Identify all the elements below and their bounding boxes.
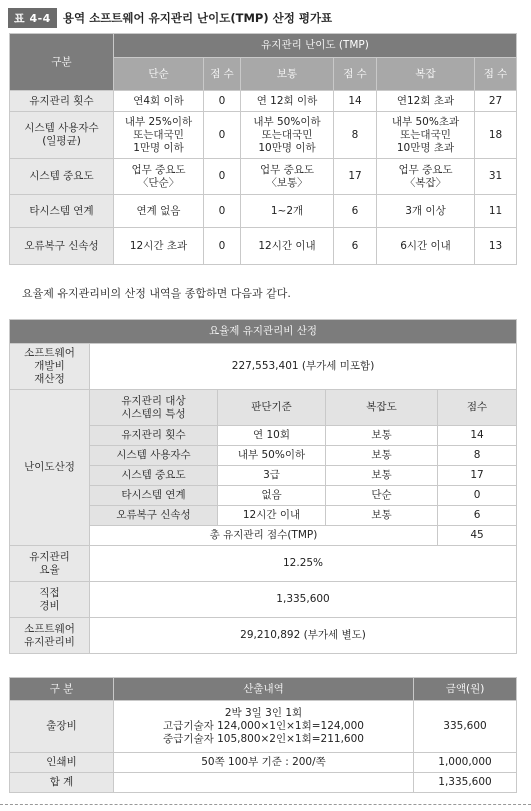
header-amount: 금액(원) xyxy=(414,678,517,701)
table-row xyxy=(10,773,517,793)
maint-cost-label: 소프트웨어 유지관리비 xyxy=(10,618,90,654)
cell-score: 11 xyxy=(475,195,517,228)
table-row xyxy=(10,159,517,195)
inner-trait: 유지관리 횟수 xyxy=(90,426,218,446)
rate-value: 12.25% xyxy=(90,546,517,582)
table-row xyxy=(10,701,517,753)
cell-normal: 업무 중요도 〈보통〉 xyxy=(241,159,334,195)
table-title: 용역 소프트웨어 유지관리 난이도(TMP) 산정 평가표 xyxy=(62,11,333,25)
row-label: 출장비 xyxy=(10,701,114,753)
cell-score: 14 xyxy=(334,91,377,112)
row-detail: 50쪽 100부 기준 : 200/쪽 xyxy=(114,753,414,773)
inner-header-trait: 유지관리 대상 시스템의 특성 xyxy=(90,390,218,426)
subheader-simple: 단순 xyxy=(114,58,204,91)
cell-score: 13 xyxy=(475,228,517,265)
cell-simple: 연계 없음 xyxy=(114,195,204,228)
inner-level: 보통 xyxy=(326,506,438,526)
header-detail: 산출내역 xyxy=(114,678,414,701)
summary-paragraph: 요율제 유지관리비의 산정 내역을 종합하면 다음과 같다. xyxy=(22,287,291,300)
inner-level: 보통 xyxy=(326,446,438,466)
table-caption xyxy=(8,8,332,28)
inner-score: 14 xyxy=(438,426,517,446)
header-tmp-group: 유지관리 난이도 (TMP) xyxy=(114,34,517,58)
inner-header-score: 점수 xyxy=(438,390,517,426)
inner-score: 6 xyxy=(438,506,517,526)
direct-cost-value: 1,335,600 xyxy=(90,582,517,618)
inner-trait: 타시스템 연계 xyxy=(90,486,218,506)
row-label: 유지관리 횟수 xyxy=(10,91,114,112)
inner-criteria: 연 10회 xyxy=(218,426,326,446)
cell-normal: 12시간 이내 xyxy=(241,228,334,265)
difficulty-label: 난이도산정 xyxy=(10,390,90,546)
inner-criteria: 3급 xyxy=(218,466,326,486)
header-gubun: 구 분 xyxy=(10,678,114,701)
row-label: 시스템 사용자수 (일평균) xyxy=(10,112,114,159)
inner-trait: 시스템 사용자수 xyxy=(90,446,218,466)
cell-complex: 업무 중요도 〈복잡〉 xyxy=(377,159,475,195)
inner-level: 단순 xyxy=(326,486,438,506)
cell-simple: 업무 중요도 〈단순〉 xyxy=(114,159,204,195)
table-row xyxy=(10,112,517,159)
cell-normal: 내부 50%이하 또는대국민 10만명 이하 xyxy=(241,112,334,159)
cell-score: 0 xyxy=(204,195,241,228)
row-label: 타시스템 연계 xyxy=(10,195,114,228)
row-label: 인쇄비 xyxy=(10,753,114,773)
dev-cost-label: 소프트웨어 개발비 재산정 xyxy=(10,344,90,390)
page-bottom-rule xyxy=(0,804,531,811)
table-row xyxy=(10,546,517,582)
cell-score: 17 xyxy=(334,159,377,195)
cell-complex: 내부 50%초과 또는대국민 10만명 초과 xyxy=(377,112,475,159)
cell-complex: 3개 이상 xyxy=(377,195,475,228)
table-row xyxy=(10,582,517,618)
row-detail: 2박 3일 3인 1회 고급기술자 124,000×1인×1회=124,000 중급기술자 105,800×2인×1회=211,600 xyxy=(114,701,414,753)
inner-score: 0 xyxy=(438,486,517,506)
maintenance-cost-table xyxy=(9,319,517,654)
cell-simple: 내부 25%이하 또는대국민 1만명 이하 xyxy=(114,112,204,159)
table-number-tag: 표 4-4 xyxy=(8,8,57,28)
cell-score: 0 xyxy=(204,91,241,112)
cell-score: 18 xyxy=(475,112,517,159)
inner-header-level: 복잡도 xyxy=(326,390,438,426)
row-label: 시스템 중요도 xyxy=(10,159,114,195)
inner-level: 보통 xyxy=(326,426,438,446)
inner-score: 17 xyxy=(438,466,517,486)
inner-header-criteria: 판단기준 xyxy=(218,390,326,426)
cell-score: 27 xyxy=(475,91,517,112)
table-row xyxy=(10,228,517,265)
row-label: 합 계 xyxy=(10,773,114,793)
cell-score: 31 xyxy=(475,159,517,195)
cell-score: 0 xyxy=(204,228,241,265)
tmp-evaluation-table xyxy=(9,33,517,265)
inner-score: 8 xyxy=(438,446,517,466)
inner-criteria: 12시간 이내 xyxy=(218,506,326,526)
table-row xyxy=(10,344,517,390)
rate-label: 유지관리 요율 xyxy=(10,546,90,582)
inner-level: 보통 xyxy=(326,466,438,486)
row-label: 오류복구 신속성 xyxy=(10,228,114,265)
cell-simple: 12시간 초과 xyxy=(114,228,204,265)
table-row xyxy=(10,618,517,654)
inner-trait: 시스템 중요도 xyxy=(90,466,218,486)
cell-score: 0 xyxy=(204,112,241,159)
inner-criteria: 없음 xyxy=(218,486,326,506)
row-detail xyxy=(114,773,414,793)
cell-score: 6 xyxy=(334,195,377,228)
cell-score: 0 xyxy=(204,159,241,195)
cell-score: 8 xyxy=(334,112,377,159)
maint-cost-value: 29,210,892 (부가세 별도) xyxy=(90,618,517,654)
inner-trait: 오류복구 신속성 xyxy=(90,506,218,526)
table2-title: 요율제 유지관리비 산정 xyxy=(10,320,517,344)
subheader-complex: 복잡 xyxy=(377,58,475,91)
inner-criteria: 내부 50%이하 xyxy=(218,446,326,466)
row-amount: 1,000,000 xyxy=(414,753,517,773)
row-amount: 335,600 xyxy=(414,701,517,753)
table-row xyxy=(10,91,517,112)
row-amount: 1,335,600 xyxy=(414,773,517,793)
cell-complex: 연12회 초과 xyxy=(377,91,475,112)
cell-complex: 6시간 이내 xyxy=(377,228,475,265)
table-row xyxy=(10,195,517,228)
tmp-total-label: 총 유지관리 점수(TMP) xyxy=(90,526,438,546)
subheader-normal: 보통 xyxy=(241,58,334,91)
subheader-score: 점 수 xyxy=(204,58,241,91)
direct-cost-label: 직접 경비 xyxy=(10,582,90,618)
cell-normal: 연 12회 이하 xyxy=(241,91,334,112)
subheader-score: 점 수 xyxy=(334,58,377,91)
subheader-score: 점 수 xyxy=(475,58,517,91)
cell-normal: 1~2개 xyxy=(241,195,334,228)
cell-score: 6 xyxy=(334,228,377,265)
tmp-total-value: 45 xyxy=(438,526,517,546)
dev-cost-value: 227,553,401 (부가세 미포함) xyxy=(90,344,517,390)
table-row xyxy=(10,753,517,773)
header-gubun: 구분 xyxy=(10,34,114,91)
direct-cost-breakdown-table xyxy=(9,677,517,793)
cell-simple: 연4회 이하 xyxy=(114,91,204,112)
